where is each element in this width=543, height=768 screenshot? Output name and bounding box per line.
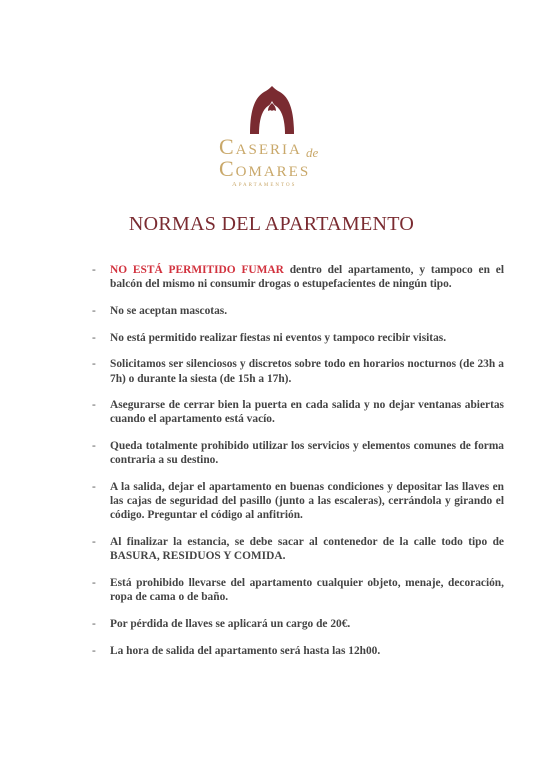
bullet-dash: - xyxy=(92,304,96,317)
rule-text: No se aceptan mascotas. xyxy=(110,304,228,317)
rule-text: A la salida, dejar el apartamento en buenas condiciones y depositar las llaves en las cajas de seguridad del pasillo (junto a las escaleras), cerrándola y girando el código. Preguntar el código al anfitrión. xyxy=(110,481,504,522)
rule-text: Queda totalmente prohibido utilizar los servicios y elementos comunes de forma contraria a su destino. xyxy=(110,440,504,467)
rule-text: Solicitamos ser silenciosos y discretos sobre todo en horarios nocturnos (de 23h a 7h) o durante la siesta (de 15h a 17h). xyxy=(110,358,504,385)
rule-item xyxy=(92,263,504,291)
bullet-dash: - xyxy=(92,440,96,453)
bullet-dash: - xyxy=(92,617,96,630)
brand-subtitle: Apartamentos xyxy=(232,181,297,188)
brand-logo xyxy=(0,86,543,196)
bullet-dash: - xyxy=(92,481,96,494)
rule-item xyxy=(92,644,504,658)
rule-item xyxy=(92,439,504,467)
rule-text: No está permitido realizar fiestas ni eventos y tampoco recibir visitas. xyxy=(110,331,447,344)
rule-item xyxy=(92,576,504,604)
bullet-dash: - xyxy=(92,264,96,276)
bullet-dash: - xyxy=(92,644,96,657)
rule-text: Está prohibido llevarse del apartamento cualquier objeto, menaje, decoración, ropa de cama o de baño. xyxy=(110,577,504,604)
bullet-dash: - xyxy=(92,577,96,590)
rule-highlight: NO ESTÁ PERMITIDO FUMAR xyxy=(110,264,284,276)
brand-name-de: de xyxy=(306,145,319,160)
arch-emblem-icon xyxy=(246,86,298,136)
bullet-dash: - xyxy=(92,358,96,371)
brand-name-line1: Caseria xyxy=(219,134,302,159)
rule-text: Al finalizar la estancia, se debe sacar al contenedor de la calle todo tipo de BASURA, RESIDUOS Y COMIDA. xyxy=(110,536,504,563)
rule-item xyxy=(92,331,504,345)
rule-text: Asegurarse de cerrar bien la puerta en cada salida y no dejar ventanas abiertas cuando el apartamento está vacío. xyxy=(110,399,504,426)
rules-list xyxy=(92,263,504,670)
rule-text: La hora de salida del apartamento será hasta las 12h00. xyxy=(110,644,381,657)
rule-item xyxy=(92,357,504,385)
rule-text: dentro del apartamento, y tampoco en el balcón del mismo ni consumir drogas o estupefacientes de ningún tipo. xyxy=(110,264,504,291)
bullet-dash: - xyxy=(92,536,96,549)
bullet-dash: - xyxy=(92,399,96,412)
brand-name-line2: Comares xyxy=(219,156,311,181)
rule-item xyxy=(92,535,504,563)
page-title: NORMAS DEL APARTAMENTO xyxy=(128,213,415,235)
rule-text: Por pérdida de llaves se aplicará un cargo de 20€. xyxy=(110,617,351,630)
rule-item xyxy=(92,480,504,523)
rule-item xyxy=(92,304,504,318)
rule-item xyxy=(92,617,504,631)
bullet-dash: - xyxy=(92,331,96,344)
rule-item xyxy=(92,398,504,426)
